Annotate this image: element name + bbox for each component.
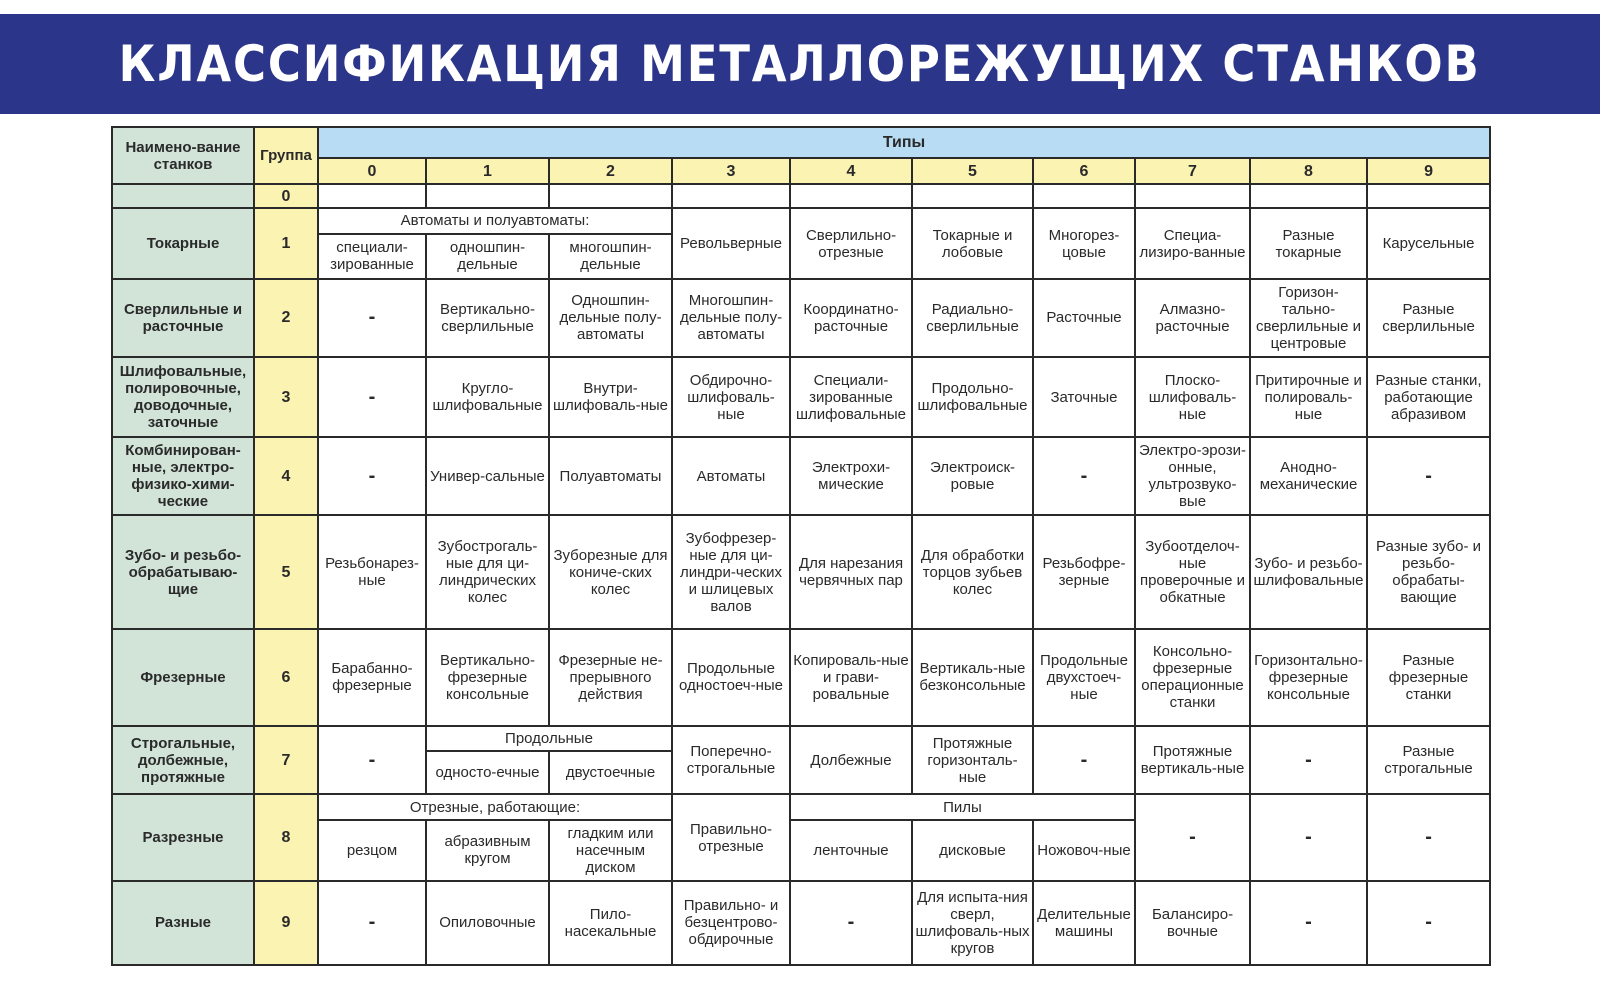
type-number: 7	[1135, 158, 1250, 185]
header-group-cell: Группа	[254, 127, 318, 184]
type-cell: Резьбонарез-ные	[318, 515, 426, 629]
merged-header-cell: Пилы	[790, 794, 1135, 820]
type-cell: Полуавтоматы	[549, 437, 672, 515]
type-cell: -	[318, 726, 426, 795]
type-cell: -	[1033, 726, 1135, 795]
type-cell: Револьверные	[672, 208, 790, 279]
type-cell: -	[1250, 726, 1367, 795]
type-cell: -	[1250, 794, 1367, 880]
type-cell: Электрохи-мические	[790, 437, 912, 515]
type-cell: Токарные и лобовые	[912, 208, 1033, 279]
type-cell: Продольные одностоеч-ные	[672, 629, 790, 726]
type-cell: Плоско-шлифоваль-ные	[1135, 357, 1250, 437]
type-cell: -	[318, 881, 426, 965]
type-cell: многошпин-дельные	[549, 234, 672, 279]
type-cell: Электроиск-ровые	[912, 437, 1033, 515]
type-number: 3	[672, 158, 790, 185]
type-cell: -	[1367, 437, 1490, 515]
title-banner	[0, 14, 1600, 114]
type-cell: -	[1367, 794, 1490, 880]
table-row-group-6	[112, 629, 1490, 726]
type-cell: Вертикально-сверлильные	[426, 279, 549, 357]
type-cell: Координатно-расточные	[790, 279, 912, 357]
type-cell: -	[318, 357, 426, 437]
type-cell: Балансиро-вочные	[1135, 881, 1250, 965]
group-number: 0	[254, 184, 318, 208]
type-cell: специали-зированные	[318, 234, 426, 279]
machine-name-cell	[112, 184, 254, 208]
type-cell: двустоечные	[549, 751, 672, 794]
type-cell: Зуборезные для кониче-ских колес	[549, 515, 672, 629]
type-cell	[912, 184, 1033, 208]
type-cell: Обдирочно-шлифоваль-ные	[672, 357, 790, 437]
group-number: 7	[254, 726, 318, 795]
type-cell: Кругло-шлифовальные	[426, 357, 549, 437]
machine-name-cell: Сверлильные и расточные	[112, 279, 254, 357]
table-row-group-0	[112, 184, 1490, 208]
type-cell: Вертикально-фрезерные консольные	[426, 629, 549, 726]
type-cell: Алмазно-расточные	[1135, 279, 1250, 357]
type-cell: -	[1367, 881, 1490, 965]
type-cell: Внутри-шлифоваль-ные	[549, 357, 672, 437]
merged-header-cell: Автоматы и полуавтоматы:	[318, 208, 672, 234]
type-cell: Продольные двухстоеч-ные	[1033, 629, 1135, 726]
machine-name-cell: Строгальные, долбежные, протяжные	[112, 726, 254, 795]
type-number: 6	[1033, 158, 1135, 185]
type-cell: Делительные машины	[1033, 881, 1135, 965]
type-cell: -	[790, 881, 912, 965]
type-cell: Анодно-механические	[1250, 437, 1367, 515]
type-cell: ленточные	[790, 820, 912, 881]
page-title: КЛАССИФИКАЦИЯ МЕТАЛЛОРЕЖУЩИХ СТАНКОВ	[119, 35, 1481, 93]
group-number: 1	[254, 208, 318, 279]
type-cell: Специа-лизиро-ванные	[1135, 208, 1250, 279]
classification-table-wrap	[111, 126, 1489, 966]
group-number: 2	[254, 279, 318, 357]
table-row-group-5	[112, 515, 1490, 629]
table-row-group-3	[112, 357, 1490, 437]
type-cell: Протяжные горизонталь-ные	[912, 726, 1033, 795]
type-cell	[1367, 184, 1490, 208]
group-number: 4	[254, 437, 318, 515]
type-number: 4	[790, 158, 912, 185]
type-cell: Горизонтально-фрезерные консольные	[1250, 629, 1367, 726]
type-cell: Горизон-тально-сверлильные и центровые	[1250, 279, 1367, 357]
type-cell: Для обработки торцов зубьев колес	[912, 515, 1033, 629]
type-number: 1	[426, 158, 549, 185]
type-cell: резцом	[318, 820, 426, 881]
type-cell: Зубоотделоч-ные проверочные и обкатные	[1135, 515, 1250, 629]
type-cell: Пило-насекальные	[549, 881, 672, 965]
table-row-group-9	[112, 881, 1490, 965]
type-cell	[1135, 184, 1250, 208]
type-cell: односто-ечные	[426, 751, 549, 794]
type-cell: -	[1250, 881, 1367, 965]
type-cell: Карусельные	[1367, 208, 1490, 279]
type-cell: -	[318, 279, 426, 357]
type-cell	[790, 184, 912, 208]
type-cell: одношпин-дельные	[426, 234, 549, 279]
type-cell: Долбежные	[790, 726, 912, 795]
type-cell	[426, 184, 549, 208]
type-number: 9	[1367, 158, 1490, 185]
type-cell: Зубо- и резьбо-шлифовальные	[1250, 515, 1367, 629]
type-cell: Притирочные и полироваль-ные	[1250, 357, 1367, 437]
type-cell: -	[1033, 437, 1135, 515]
machine-name-cell: Комбинирован-ные, электро-физико-хими-ческие	[112, 437, 254, 515]
type-cell: гладким или насечным диском	[549, 820, 672, 881]
type-cell: Сверлильно-отрезные	[790, 208, 912, 279]
table-row-group-4	[112, 437, 1490, 515]
group-number: 8	[254, 794, 318, 880]
type-cell: Многорез-цовые	[1033, 208, 1135, 279]
type-cell: Расточные	[1033, 279, 1135, 357]
type-cell	[1250, 184, 1367, 208]
type-cell: Автоматы	[672, 437, 790, 515]
type-cell: Резьбофре-зерные	[1033, 515, 1135, 629]
table-row-group-1	[112, 208, 1490, 234]
type-cell	[318, 184, 426, 208]
type-cell: Заточные	[1033, 357, 1135, 437]
type-cell: Копироваль-ные и грави-ровальные	[790, 629, 912, 726]
type-cell: Универ-сальные	[426, 437, 549, 515]
type-cell	[672, 184, 790, 208]
type-cell: Барабанно-фрезерные	[318, 629, 426, 726]
type-cell	[549, 184, 672, 208]
header-row-numbers	[112, 158, 1490, 185]
classification-table	[111, 126, 1491, 966]
type-cell: Зубострогаль-ные для ци-линдрических колес	[426, 515, 549, 629]
table-row-group-7	[112, 726, 1490, 752]
group-number: 6	[254, 629, 318, 726]
machine-name-cell: Разные	[112, 881, 254, 965]
type-cell: Разные зубо- и резьбо-обрабаты-вающие	[1367, 515, 1490, 629]
type-cell	[1033, 184, 1135, 208]
header-row-types	[112, 127, 1490, 158]
type-cell: Правильно- и безцентрово-обдирочные	[672, 881, 790, 965]
type-cell: абразивным кругом	[426, 820, 549, 881]
type-cell: Зубофрезер-ные для ци-линдри-ческих и шлицевых валов	[672, 515, 790, 629]
table-row-group-8	[112, 794, 1490, 820]
group-number: 3	[254, 357, 318, 437]
type-cell: Разные станки, работающие абразивом	[1367, 357, 1490, 437]
machine-name-cell: Токарные	[112, 208, 254, 279]
type-cell: дисковые	[912, 820, 1033, 881]
type-cell: -	[318, 437, 426, 515]
type-cell: Поперечно-строгальные	[672, 726, 790, 795]
header-name-cell: Наимено-вание станков	[112, 127, 254, 184]
type-number: 8	[1250, 158, 1367, 185]
machine-name-cell: Фрезерные	[112, 629, 254, 726]
machine-name-cell: Зубо- и резьбо-обрабатываю-щие	[112, 515, 254, 629]
header-types-cell: Типы	[318, 127, 1490, 158]
type-cell: Разные сверлильные	[1367, 279, 1490, 357]
type-cell: Правильно-отрезные	[672, 794, 790, 880]
type-cell: Консольно-фрезерные операционные станки	[1135, 629, 1250, 726]
type-number: 5	[912, 158, 1033, 185]
type-cell: Разные токарные	[1250, 208, 1367, 279]
type-cell: Протяжные вертикаль-ные	[1135, 726, 1250, 795]
type-cell: Вертикаль-ные безконсольные	[912, 629, 1033, 726]
type-number: 0	[318, 158, 426, 185]
table-row-group-2	[112, 279, 1490, 357]
machine-name-cell: Разрезные	[112, 794, 254, 880]
machine-name-cell: Шлифовальные, полировочные, доводочные, заточные	[112, 357, 254, 437]
type-cell: Радиально-сверлильные	[912, 279, 1033, 357]
type-cell: -	[1135, 794, 1250, 880]
type-cell: Специали-зированные шлифовальные	[790, 357, 912, 437]
merged-header-cell: Продольные	[426, 726, 672, 752]
type-cell: Разные строгальные	[1367, 726, 1490, 795]
type-cell: Разные фрезерные станки	[1367, 629, 1490, 726]
type-cell: Многошпин-дельные полу-автоматы	[672, 279, 790, 357]
group-number: 5	[254, 515, 318, 629]
type-cell: Ножовоч-ные	[1033, 820, 1135, 881]
type-cell: Одношпин-дельные полу-автоматы	[549, 279, 672, 357]
group-number: 9	[254, 881, 318, 965]
type-number: 2	[549, 158, 672, 185]
type-cell: Электро-эрози- онные, ультрозвуко-вые	[1135, 437, 1250, 515]
type-cell: Для нарезания червячных пар	[790, 515, 912, 629]
type-cell: Продольно-шлифовальные	[912, 357, 1033, 437]
merged-header-cell: Отрезные, работающие:	[318, 794, 672, 820]
type-cell: Опиловочные	[426, 881, 549, 965]
type-cell: Для испыта-ния сверл, шлифоваль-ных кругов	[912, 881, 1033, 965]
type-cell: Фрезерные не-прерывного действия	[549, 629, 672, 726]
